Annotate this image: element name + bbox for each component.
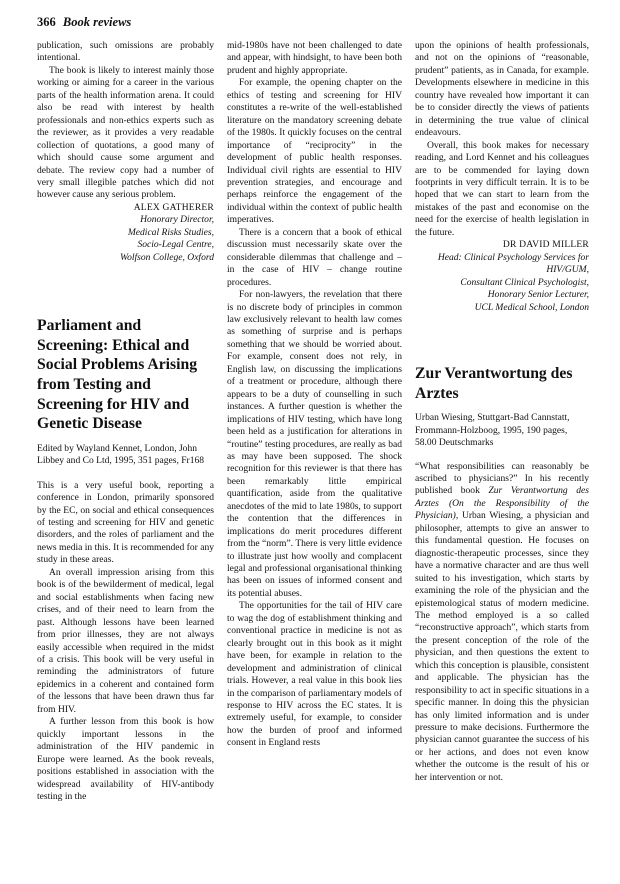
paragraph-text: “What responsibilities can reasonably be ascribed to physicians?” In his recently published book — [415, 460, 589, 497]
reviewer-affiliation: Wolfson College, Oxford — [120, 251, 214, 263]
section-title: Book reviews — [62, 15, 132, 29]
paragraph: An overall impression arising from this book is of the bewilderment of medical, legal and social establishments when facing new crises, and of their need to learn from the past. Although lessons have been learned from prior illnesses, they are not always easily accessible when required in the midst of a crisis. This book will be very useful in reminding the administrators of future epidemics in a coherent and contained form of the lessons that have been drawn thus far from HIV. — [37, 566, 214, 715]
paragraph: mid-1980s have not been challenged to date and appear, with hindsight, to have been both prudent and highly appropriate. — [227, 40, 402, 76]
reviewer-affiliation: Medical Risks Studies, — [127, 226, 214, 238]
paragraph: For example, the opening chapter on the ethics of testing and screening for HIV constitutes a re-write of the well-established literature on the mandatory screening debate of the 1980s. It quickly focuses on the central importance of “reciprocity” in the development of public health responses. Individual civil rights are essential to HIV prevention strategies, and encourage and perhaps reinforce the engagement of the individual within the context of public health imperatives. — [227, 77, 402, 226]
reviewer-affiliation: Consultant Clinical Psychologist, — [460, 276, 589, 288]
paragraph: For non-lawyers, the revelation that there is no discrete body of principles in common law exclusively relevant to health law comes as something of surprise and is perhaps something that we should be worried about. For example, consent does not rely, in English law, on discussing the implications of a treatment or procedure, although there appears to be a duty of counselling in such instances. A further question is whether the implications of HIV testing, which have long been held as a justification for alterations in “routine” testing procedures, are really as bad as may have been supposed. The shock recognition for this reviewer is that there has been remarkably little empirical quantification, aside from the qualitative anecdotes of the mid to late 1980s, to support the contention that the differences in implications do merit procedures different from the “norm”. There is very little evidence to illustrate just how woolly and complacent legal and professional organisational thinking has been on issues of informed consent and its potential abuses. — [227, 289, 402, 599]
paragraph — [415, 461, 589, 785]
reviewer-name: DR DAVID MILLER — [502, 239, 589, 251]
page-number: 366 — [37, 15, 56, 29]
paragraph-text: , Urban Wiesing, a physician and philosopher, attempts to give an answer to this fundamental question. He focuses on diagnostic-therapeutic processes, since they have a normative character and are thus well suited to his investigation, which starts by examining the role of the physician and the epistemological status of modern medicine. The method employed is a so called “reconstructive approach”, which starts from the present conception of the role of the physician, and then questions the extent to which this conception is plausible, consistent and applicable. The physician has the responsibility to act in specific situations in a specific manner. In doing this the physician has only limited information and is under pressure to make decisions. Furthermore the physician cannot guarantee the success of his or her actions, and does not even know whether the outcome is the result of his or her intervention or not. — [415, 510, 589, 783]
paragraph: The opportunities for the tail of HIV care to wag the dog of establishment thinking and conventional practice in medicine is not as clearly brought out in this book as it might have been, for example in relation to the development and administration of clinical trials. However, a real value in this book lies in the comparison of parliamentary models of response to HIV across the EC states. It is extremely useful, for example, to consider how the burden of proof and informed consent in England rests — [227, 600, 402, 749]
paragraph: publication, such omissions are probably intentional. — [37, 40, 214, 64]
publication-details: Edited by Wayland Kennet, London, John Libbey and Co Ltd, 1995, 351 pages, Fr168 — [37, 442, 205, 467]
reviewer-signature — [415, 239, 589, 314]
column-1 — [37, 40, 214, 803]
review-title: Parliament and Screening: Ethical and Social Problems Arising from Testing and Screening for HIV and Genetic Disease — [37, 317, 198, 433]
reviewer-name: ALEX GATHERER — [133, 201, 214, 213]
paragraph: upon the opinions of health professionals, and not on the opinions of “reasonable, prudent” patients, as in Canada, for example. Developments elsewhere in medicine in this country have revealed how important it can be to consider directly the views of patients in determining the true value of clinical endeavours. — [415, 40, 589, 139]
paragraph: Overall, this book makes for necessary reading, and Lord Kennet and his colleagues are to be commended for laying down footprints in very difficult terrain. It is to be hoped that we can start to learn from the mistakes of the past and economise on the need for the exercise of health legislation in the future. — [415, 139, 589, 238]
paragraph: This is a very useful book, reporting a conference in London, primarily sponsored by the EC, on social and ethical consequences of testing and screening for HIV and genetic disorders, and the roles of parliament and the news media in this. It is recommended for any study in these areas. — [37, 479, 214, 566]
reviewer-affiliation: Socio-Legal Centre, — [137, 239, 214, 251]
reviewer-affiliation: Honorary Director, — [140, 214, 214, 226]
review-title: Zur Verantwortung des Arztes — [415, 364, 573, 402]
column-2 — [227, 40, 402, 750]
publication-details: Urban Wiesing, Stuttgart-Bad Cannstatt, Frommann-Holzboog, 1995, 190 pages, 58.00 Deutschmarks — [415, 412, 570, 449]
reviewer-affiliation: HIV/GUM, — [546, 264, 589, 276]
reviewer-affiliation: UCL Medical School, London — [474, 301, 589, 313]
reviewer-affiliation: Honorary Senior Lecturer, — [487, 289, 589, 301]
reviewer-affiliation: Head: Clinical Psychology Services for — [437, 251, 589, 263]
book-title: Zur Verantwortung des Arztes (On the Responsibility of the Physician) — [415, 485, 589, 522]
page-header — [37, 15, 131, 30]
paragraph: There is a concern that a book of ethical discussion must necessarily skate over the considerable dilemmas that challenge and – in the case of HIV – change routine procedures. — [227, 226, 402, 288]
column-3 — [415, 40, 589, 784]
reviewer-signature — [37, 202, 214, 264]
paragraph: A further lesson from this book is how quickly important lessons in the administration of the HIV pandemic in Europe were learned. As the book reveals, positions established in association with the widespread availability of HIV-antibody testing in the — [37, 716, 214, 802]
paragraph: The book is likely to interest mainly those working or aiming for a career in the various parts of the health information arena. It could also be read with interest by health professionals and non-ethics experts such as the reviewer, as it provides a very readable collection of quotations, a good many of which should cause some argument and debate. The review copy had a number of very small illegible patches which did not however cause any serious problem. — [37, 64, 214, 201]
